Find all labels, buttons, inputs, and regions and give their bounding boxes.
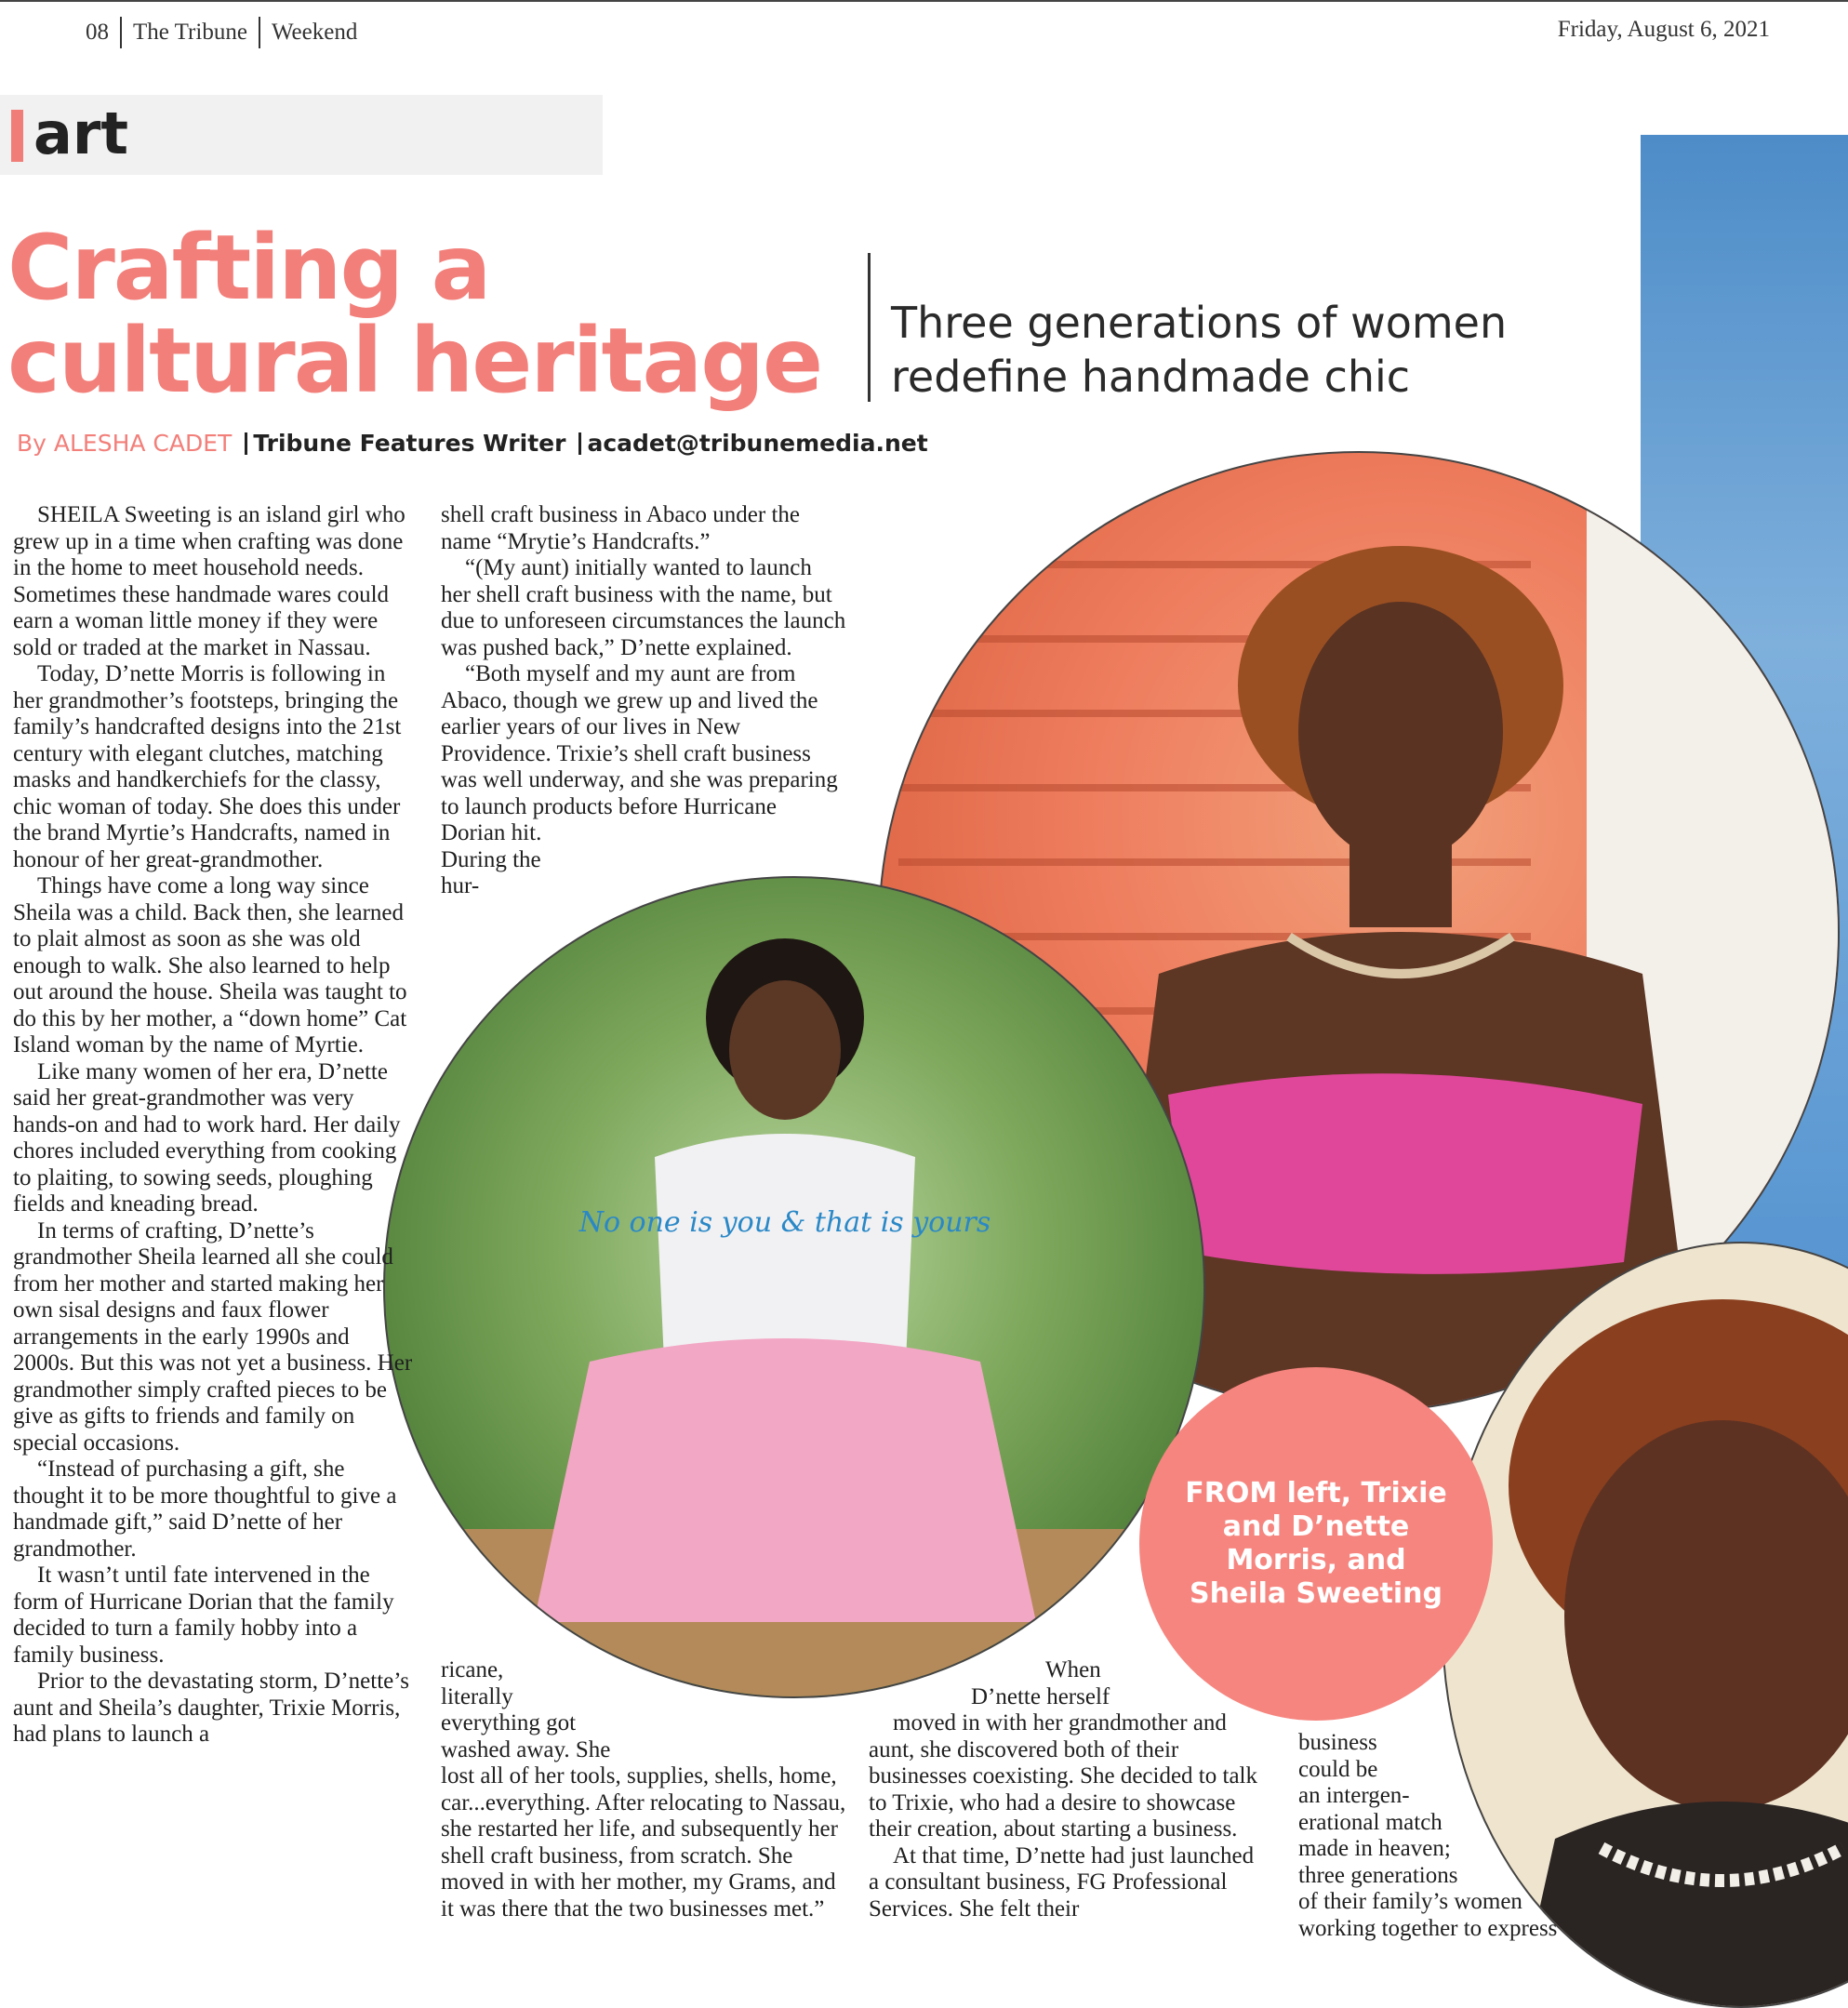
paragraph: SHEILA Sweeting is an island girl who grew up in a time when crafting was done in the home to meet household needs. Sometimes these handmade wares could earn a woman little money if they were sold or traded at the market in Nassau. xyxy=(13,502,405,660)
photo-caption: FROM left, Trixie and D’nette Morris, and Sheila Sweeting xyxy=(1185,1477,1447,1610)
paragraph: It wasn’t until fate intervened in the form of Hurricane Dorian that the family decided to turn a family hobby into a family business. xyxy=(13,1563,394,1668)
article-column-2-bottom xyxy=(441,1657,846,1922)
text-line: everything got xyxy=(441,1710,577,1735)
paragraph: In terms of crafting, D’nette’s grandmother Sheila learned all she could from her mother and started making her own sisal designs and faux flower arrangements in the early 1990s and 2000s. But this was not yet a business. Her grandmother simply crafted pieces to be give as gifts to friends and family on special occasions. xyxy=(13,1217,413,1456)
byline-email: acadet@tribunemedia.net xyxy=(587,430,928,457)
dnette-photo xyxy=(383,876,1205,1698)
top-rule xyxy=(0,0,1848,2)
folio-divider xyxy=(259,17,260,48)
article-column-1 xyxy=(13,502,413,1953)
text-line: erational match xyxy=(1298,1809,1443,1835)
paragraph: “Instead of purchasing a gift, she thought it to be more thoughtful to give a handmade gift,” said D’nette of her grandmother. xyxy=(13,1456,397,1562)
text-line: business xyxy=(1298,1730,1377,1755)
edition-name: Weekend xyxy=(271,20,358,45)
byline xyxy=(17,430,928,457)
paper-name: The Tribune xyxy=(133,20,247,45)
dnette-photo-illustration xyxy=(385,878,1203,1696)
text-line: ricane, xyxy=(441,1657,504,1682)
headline-line-2: cultural heritage xyxy=(7,309,822,413)
text-line: Dorian hit. xyxy=(441,820,542,845)
paragraph: At that time, D’nette had just launched a consultant business, FG Professional Services. She felt their xyxy=(869,1842,1255,1922)
article-column-3 xyxy=(869,1657,1259,1922)
article-column-2-top xyxy=(441,502,846,900)
headline-line-1: Crafting a xyxy=(7,216,490,320)
paragraph: “Both myself and my aunt are from Abaco, though we grew up and lived the earlier years of our lives in New Providence. Trixie’s shell craft business was well underway, and she was preparing to launch products before Hurricane xyxy=(441,661,838,819)
byline-role: Tribune Features Writer xyxy=(253,430,566,457)
issue-date: Friday, August 6, 2021 xyxy=(1557,17,1770,42)
paragraph: “(My aunt) initially wanted to launch her shell craft business with the name, but due to unforeseen circumstances the launch was pushed back,” D’nette explained. xyxy=(441,555,846,660)
text-line: When xyxy=(1045,1657,1101,1682)
text-line: of their family’s women xyxy=(1298,1889,1522,1914)
text-line: working together to express xyxy=(1298,1915,1558,1941)
text-line: an intergen- xyxy=(1298,1783,1410,1808)
article-column-4 xyxy=(1298,1730,1615,1942)
byline-author: By ALESHA CADET xyxy=(17,430,233,457)
byline-divider xyxy=(578,432,581,455)
text-line: made in heaven; xyxy=(1298,1836,1451,1861)
deck xyxy=(891,296,1579,404)
deck-line-1: Three generations of women xyxy=(891,298,1508,348)
paragraph: Today, D’nette Morris is following in her grandmother’s footsteps, bringing the family’s handcrafted designs into the 21st century with elegant clutches, matching masks and handkerchiefs for the classy, chic woman of today. She does this under the brand Myrtie’s Handcrafts, named in honour of her great-grandmother. xyxy=(13,661,402,872)
paragraph: moved in with her grandmother and aunt, she discovered both of their businesses coexisting. She decided to talk to Trixie, who had a desire to showcase their creation, about starting a business. xyxy=(869,1710,1257,1842)
text-line: literally xyxy=(441,1683,513,1709)
paragraph: Like many women of her era, D’nette said her great-grandmother was very hands-on and had to work hard. Her daily chores included everything from cooking to plaiting, to sowing seeds, ploughing fields and kneading bread. xyxy=(13,1058,401,1217)
text-line: During the xyxy=(441,846,541,872)
shirt-print: No one is you & that is yours xyxy=(578,1206,991,1239)
text-line: three generations xyxy=(1298,1862,1458,1888)
deck-line-2: redefine handmade chic xyxy=(891,352,1411,402)
paragraph: shell craft business in Abaco under the name “Mrytie’s Handcrafts.” xyxy=(441,502,801,554)
headline-divider xyxy=(868,253,871,402)
byline-divider xyxy=(245,432,247,455)
paragraph: Prior to the devastating storm, D’nette’s aunt and Sheila’s daughter, Trixie Morris, had plans to launch a xyxy=(13,1669,409,1747)
folio-divider xyxy=(120,17,122,48)
text-line: hur- xyxy=(441,873,480,898)
text-line: washed away. She xyxy=(441,1736,611,1762)
paragraph: Things have come a long way since Sheila was a child. Back then, she learned to plait almost as soon as she was old enough to walk. She also learned to help out around the house. Sheila was taught to do this by her mother, a “down home” Cat Island woman by the name of Myrtie. xyxy=(13,873,407,1057)
headline xyxy=(7,216,844,413)
paragraph: lost all of her tools, supplies, shells, home, car...everything. After relocating to Nassau, she restarted her life, and subsequently her shell craft business, from scratch. She moved in with her mother, my Grams, and it was there that the two businesses met.” xyxy=(441,1763,846,1922)
section-accent-bar xyxy=(11,110,23,162)
section-label: art xyxy=(33,100,129,167)
text-line: could be xyxy=(1298,1756,1378,1782)
folio xyxy=(86,17,357,48)
text-line: D’nette herself xyxy=(971,1683,1110,1709)
page-number: 08 xyxy=(86,20,109,45)
